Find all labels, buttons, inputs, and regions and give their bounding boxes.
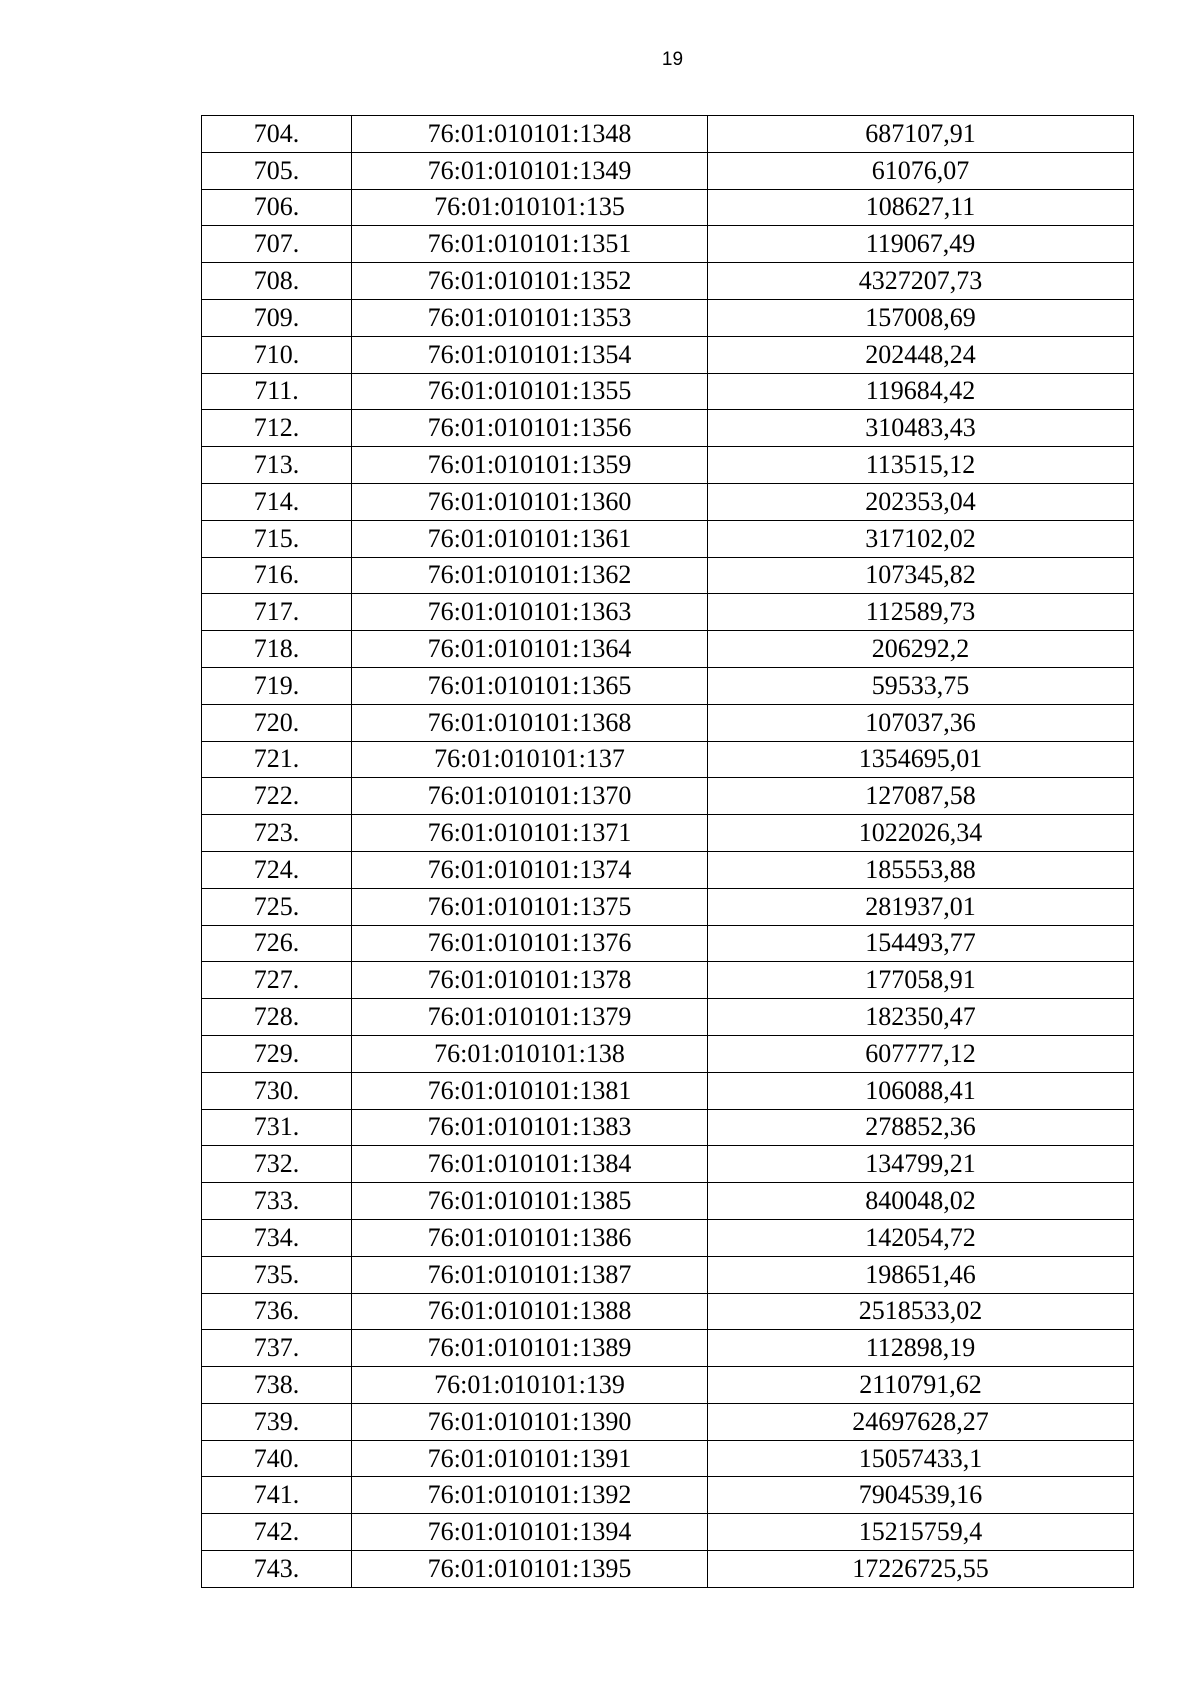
- row-number-cell: 724.: [202, 851, 352, 888]
- row-number-cell: 706.: [202, 189, 352, 226]
- table-row: [202, 152, 1134, 189]
- cadastral-number-cell: 76:01:010101:138: [352, 1035, 708, 1072]
- row-number-cell: 721.: [202, 741, 352, 778]
- cadastral-value-cell: 1022026,34: [708, 815, 1134, 852]
- row-number-cell: 714.: [202, 483, 352, 520]
- cadastral-number-cell: 76:01:010101:1348: [352, 116, 708, 153]
- table-body: [202, 116, 1134, 1588]
- row-number-cell: 734.: [202, 1219, 352, 1256]
- row-number-cell: 733.: [202, 1183, 352, 1220]
- table-row: [202, 483, 1134, 520]
- table-row: [202, 1477, 1134, 1514]
- cadastral-value-table: [201, 115, 1134, 1588]
- cadastral-value-cell: 2110791,62: [708, 1367, 1134, 1404]
- cadastral-value-cell: 112898,19: [708, 1330, 1134, 1367]
- row-number-cell: 713.: [202, 447, 352, 484]
- cadastral-number-cell: 76:01:010101:1384: [352, 1146, 708, 1183]
- row-number-cell: 742.: [202, 1514, 352, 1551]
- row-number-cell: 707.: [202, 226, 352, 263]
- row-number-cell: 718.: [202, 631, 352, 668]
- row-number-cell: 731.: [202, 1109, 352, 1146]
- cadastral-value-cell: 157008,69: [708, 299, 1134, 336]
- cadastral-value-cell: 310483,43: [708, 410, 1134, 447]
- cadastral-number-cell: 76:01:010101:1375: [352, 888, 708, 925]
- table-row: [202, 1551, 1134, 1588]
- cadastral-number-cell: 76:01:010101:1395: [352, 1551, 708, 1588]
- table-row: [202, 373, 1134, 410]
- row-number-cell: 720.: [202, 704, 352, 741]
- cadastral-number-cell: 76:01:010101:1376: [352, 925, 708, 962]
- table-row: [202, 1330, 1134, 1367]
- table-row: [202, 925, 1134, 962]
- cadastral-number-cell: 76:01:010101:1361: [352, 520, 708, 557]
- cadastral-number-cell: 76:01:010101:1362: [352, 557, 708, 594]
- cadastral-value-cell: 206292,2: [708, 631, 1134, 668]
- row-number-cell: 726.: [202, 925, 352, 962]
- cadastral-value-cell: 607777,12: [708, 1035, 1134, 1072]
- cadastral-value-cell: 182350,47: [708, 999, 1134, 1036]
- cadastral-number-cell: 76:01:010101:1360: [352, 483, 708, 520]
- cadastral-value-cell: 108627,11: [708, 189, 1134, 226]
- row-number-cell: 727.: [202, 962, 352, 999]
- cadastral-number-cell: 76:01:010101:1392: [352, 1477, 708, 1514]
- table-row: [202, 851, 1134, 888]
- cadastral-number-cell: 76:01:010101:1378: [352, 962, 708, 999]
- row-number-cell: 723.: [202, 815, 352, 852]
- cadastral-number-cell: 76:01:010101:1386: [352, 1219, 708, 1256]
- cadastral-value-cell: 177058,91: [708, 962, 1134, 999]
- cadastral-value-cell: 59533,75: [708, 667, 1134, 704]
- table-row: [202, 1146, 1134, 1183]
- cadastral-number-cell: 76:01:010101:1374: [352, 851, 708, 888]
- row-number-cell: 704.: [202, 116, 352, 153]
- cadastral-number-cell: 76:01:010101:1352: [352, 263, 708, 300]
- cadastral-number-cell: 76:01:010101:1371: [352, 815, 708, 852]
- table-row: [202, 741, 1134, 778]
- cadastral-value-cell: 154493,77: [708, 925, 1134, 962]
- row-number-cell: 728.: [202, 999, 352, 1036]
- row-number-cell: 730.: [202, 1072, 352, 1109]
- cadastral-value-cell: 142054,72: [708, 1219, 1134, 1256]
- cadastral-value-cell: 106088,41: [708, 1072, 1134, 1109]
- cadastral-number-cell: 76:01:010101:1354: [352, 336, 708, 373]
- table-row: [202, 1403, 1134, 1440]
- cadastral-number-cell: 76:01:010101:1365: [352, 667, 708, 704]
- table-row: [202, 962, 1134, 999]
- cadastral-number-cell: 76:01:010101:1381: [352, 1072, 708, 1109]
- cadastral-value-cell: 119684,42: [708, 373, 1134, 410]
- cadastral-number-cell: 76:01:010101:1349: [352, 152, 708, 189]
- cadastral-value-cell: 127087,58: [708, 778, 1134, 815]
- cadastral-number-cell: 76:01:010101:1387: [352, 1256, 708, 1293]
- row-number-cell: 708.: [202, 263, 352, 300]
- cadastral-value-cell: 113515,12: [708, 447, 1134, 484]
- row-number-cell: 715.: [202, 520, 352, 557]
- table-row: [202, 116, 1134, 153]
- table-row: [202, 1367, 1134, 1404]
- cadastral-value-cell: 202448,24: [708, 336, 1134, 373]
- table-row: [202, 1109, 1134, 1146]
- row-number-cell: 737.: [202, 1330, 352, 1367]
- cadastral-number-cell: 76:01:010101:1355: [352, 373, 708, 410]
- table-row: [202, 226, 1134, 263]
- cadastral-value-cell: 202353,04: [708, 483, 1134, 520]
- table-row: [202, 1072, 1134, 1109]
- table-row: [202, 557, 1134, 594]
- cadastral-number-cell: 76:01:010101:1389: [352, 1330, 708, 1367]
- cadastral-number-cell: 76:01:010101:1385: [352, 1183, 708, 1220]
- cadastral-number-cell: 76:01:010101:135: [352, 189, 708, 226]
- table-row: [202, 999, 1134, 1036]
- cadastral-value-cell: 112589,73: [708, 594, 1134, 631]
- row-number-cell: 725.: [202, 888, 352, 925]
- row-number-cell: 736.: [202, 1293, 352, 1330]
- cadastral-value-cell: 317102,02: [708, 520, 1134, 557]
- cadastral-number-cell: 76:01:010101:1379: [352, 999, 708, 1036]
- table-row: [202, 1035, 1134, 1072]
- row-number-cell: 741.: [202, 1477, 352, 1514]
- table-row: [202, 1256, 1134, 1293]
- row-number-cell: 722.: [202, 778, 352, 815]
- table-row: [202, 1293, 1134, 1330]
- table-row: [202, 888, 1134, 925]
- row-number-cell: 729.: [202, 1035, 352, 1072]
- row-number-cell: 735.: [202, 1256, 352, 1293]
- cadastral-value-cell: 687107,91: [708, 116, 1134, 153]
- table-row: [202, 667, 1134, 704]
- table-row: [202, 704, 1134, 741]
- cadastral-number-cell: 76:01:010101:1388: [352, 1293, 708, 1330]
- cadastral-number-cell: 76:01:010101:1368: [352, 704, 708, 741]
- cadastral-value-cell: 185553,88: [708, 851, 1134, 888]
- table-row: [202, 336, 1134, 373]
- row-number-cell: 717.: [202, 594, 352, 631]
- row-number-cell: 716.: [202, 557, 352, 594]
- row-number-cell: 739.: [202, 1403, 352, 1440]
- cadastral-number-cell: 76:01:010101:1370: [352, 778, 708, 815]
- table-row: [202, 778, 1134, 815]
- table-row: [202, 263, 1134, 300]
- cadastral-value-cell: 840048,02: [708, 1183, 1134, 1220]
- row-number-cell: 712.: [202, 410, 352, 447]
- page-number: 19: [661, 49, 684, 70]
- cadastral-value-cell: 7904539,16: [708, 1477, 1134, 1514]
- row-number-cell: 738.: [202, 1367, 352, 1404]
- row-number-cell: 743.: [202, 1551, 352, 1588]
- cadastral-value-cell: 281937,01: [708, 888, 1134, 925]
- table-row: [202, 1183, 1134, 1220]
- cadastral-value-cell: 15215759,4: [708, 1514, 1134, 1551]
- cadastral-number-cell: 76:01:010101:1353: [352, 299, 708, 336]
- table-row: [202, 520, 1134, 557]
- table-row: [202, 594, 1134, 631]
- cadastral-number-cell: 76:01:010101:1364: [352, 631, 708, 668]
- row-number-cell: 710.: [202, 336, 352, 373]
- row-number-cell: 732.: [202, 1146, 352, 1183]
- cadastral-value-cell: 134799,21: [708, 1146, 1134, 1183]
- row-number-cell: 711.: [202, 373, 352, 410]
- table-row: [202, 1440, 1134, 1477]
- cadastral-number-cell: 76:01:010101:1390: [352, 1403, 708, 1440]
- cadastral-number-cell: 76:01:010101:139: [352, 1367, 708, 1404]
- cadastral-value-cell: 15057433,1: [708, 1440, 1134, 1477]
- cadastral-number-cell: 76:01:010101:1391: [352, 1440, 708, 1477]
- cadastral-value-cell: 4327207,73: [708, 263, 1134, 300]
- cadastral-number-cell: 76:01:010101:1394: [352, 1514, 708, 1551]
- table-row: [202, 447, 1134, 484]
- row-number-cell: 705.: [202, 152, 352, 189]
- row-number-cell: 709.: [202, 299, 352, 336]
- row-number-cell: 740.: [202, 1440, 352, 1477]
- table-row: [202, 1219, 1134, 1256]
- cadastral-value-cell: 278852,36: [708, 1109, 1134, 1146]
- table-row: [202, 1514, 1134, 1551]
- cadastral-number-cell: 76:01:010101:1351: [352, 226, 708, 263]
- cadastral-value-cell: 1354695,01: [708, 741, 1134, 778]
- cadastral-value-cell: 2518533,02: [708, 1293, 1134, 1330]
- cadastral-number-cell: 76:01:010101:137: [352, 741, 708, 778]
- cadastral-value-cell: 24697628,27: [708, 1403, 1134, 1440]
- row-number-cell: 719.: [202, 667, 352, 704]
- cadastral-number-cell: 76:01:010101:1363: [352, 594, 708, 631]
- table-row: [202, 815, 1134, 852]
- cadastral-value-cell: 119067,49: [708, 226, 1134, 263]
- cadastral-number-cell: 76:01:010101:1356: [352, 410, 708, 447]
- table-row: [202, 631, 1134, 668]
- cadastral-value-cell: 198651,46: [708, 1256, 1134, 1293]
- table-row: [202, 299, 1134, 336]
- cadastral-number-cell: 76:01:010101:1383: [352, 1109, 708, 1146]
- cadastral-number-cell: 76:01:010101:1359: [352, 447, 708, 484]
- table-row: [202, 189, 1134, 226]
- cadastral-value-cell: 107037,36: [708, 704, 1134, 741]
- cadastral-value-cell: 17226725,55: [708, 1551, 1134, 1588]
- table-row: [202, 410, 1134, 447]
- cadastral-value-cell: 61076,07: [708, 152, 1134, 189]
- cadastral-value-cell: 107345,82: [708, 557, 1134, 594]
